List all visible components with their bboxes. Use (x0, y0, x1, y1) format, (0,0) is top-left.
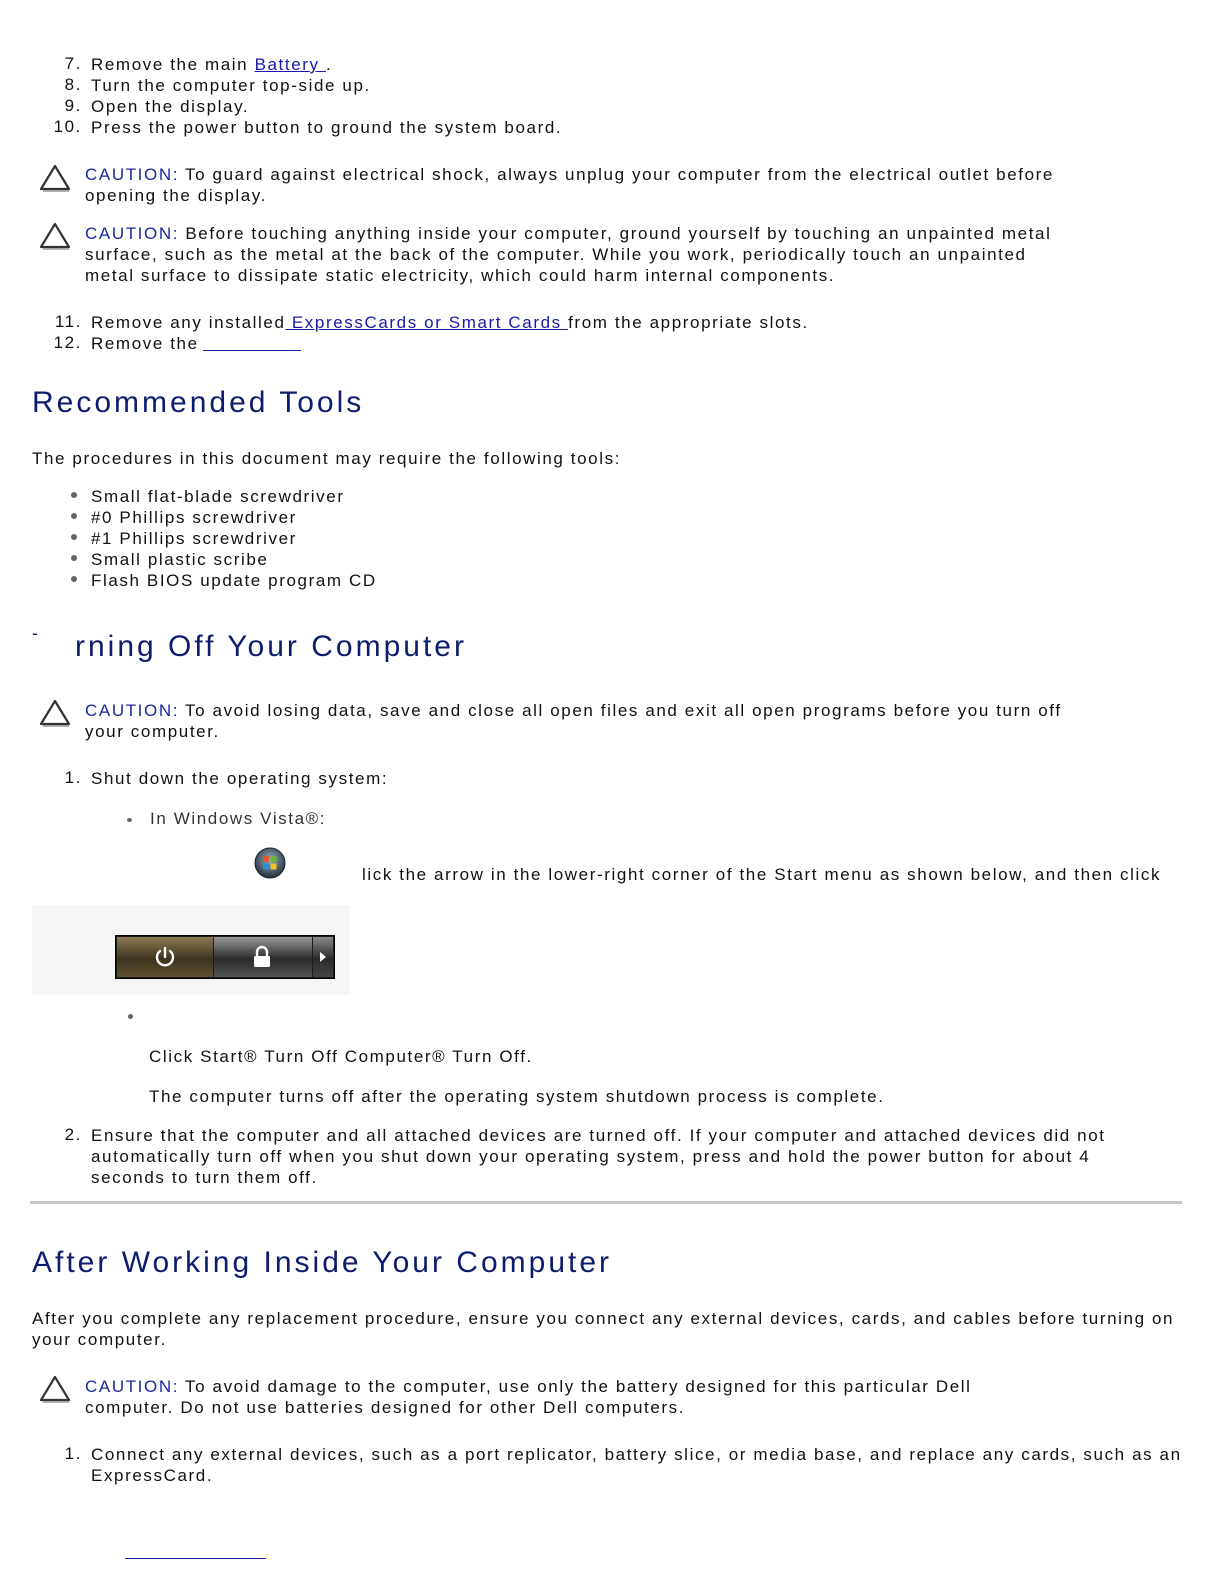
after-step-1: Connect any external devices, such as a port replicator, battery slice, or media base, and replace any cards, such as an (91, 1445, 1182, 1464)
step-number: 8. (64, 75, 82, 94)
empty-link[interactable] (203, 350, 301, 351)
bullet-icon (71, 492, 77, 498)
step-number: 1. (64, 768, 82, 787)
list-item: Small flat-blade screwdriver (91, 487, 345, 506)
lock-icon (252, 946, 272, 968)
caution-label: CAUTION: (85, 1377, 180, 1396)
vista-instruction: lick the arrow in the lower-right corner of the Start menu as shown below, and then click (362, 865, 1162, 884)
step-11: Remove any installed ExpressCards or Smart Cards from the appropriate slots. (91, 313, 809, 332)
step-number: 9. (64, 96, 82, 115)
power-icon (153, 945, 177, 969)
shutdown-step-2: Ensure that the computer and all attached devices are turned off. If your computer and attached devices did not (91, 1126, 1106, 1145)
caution-text: To avoid damage to the computer, use only the battery designed for this particular Dell (179, 1377, 972, 1396)
power-button[interactable] (117, 937, 213, 977)
battery-link[interactable]: Battery (254, 55, 326, 74)
bullet-icon (128, 1014, 133, 1019)
list-item: Small plastic scribe (91, 550, 269, 569)
caution-triangle-icon (39, 699, 71, 727)
caution-triangle-icon (39, 164, 71, 192)
caution-label: CAUTION: (85, 165, 180, 184)
vista-label-partial: In Windows Vista®: (150, 809, 327, 828)
list-item: #0 Phillips screwdriver (91, 508, 297, 527)
caution-triangle-icon (39, 222, 71, 250)
step-7: Remove the main Battery . (91, 55, 333, 74)
start-menu-button-strip (115, 935, 335, 979)
bullet-icon (71, 513, 77, 519)
bullet-icon (127, 818, 132, 822)
caution-text: To avoid losing data, save and close all open files and exit all open programs before you turn off (179, 701, 1062, 720)
bullet-icon (71, 534, 77, 540)
after-intro: After you complete any replacement procedure, ensure you connect any external devices, cards, and cables before turning on (32, 1309, 1175, 1328)
caution-label: CAUTION: (85, 224, 180, 243)
empty-link[interactable] (125, 1558, 266, 1559)
bullet-icon (71, 576, 77, 582)
start-menu-screenshot (32, 905, 350, 995)
caution-text: Before touching anything inside your computer, ground yourself by touching an unpainted metal (179, 224, 1052, 243)
tools-intro: The procedures in this document may require the following tools: (32, 449, 622, 468)
step-number: 2. (64, 1125, 82, 1144)
step-number: 10. (53, 117, 82, 136)
list-item: Flash BIOS update program CD (91, 571, 377, 590)
caution-text: your computer. (85, 722, 220, 741)
xp-instruction: Click Start® Turn Off Computer® Turn Off. (149, 1047, 533, 1066)
caution-triangle-icon (39, 1375, 71, 1403)
caution-text: opening the display. (85, 186, 267, 205)
bullet-icon (71, 555, 77, 561)
after-intro-cont: your computer. (32, 1330, 167, 1349)
caution-text: metal surface to dissipate static electricity, which could harm internal components. (85, 266, 836, 285)
shutdown-step-2-cont: automatically turn off when you shut down your operating system, press and hold the power button for about 4 (91, 1147, 1091, 1166)
windows-start-orb-icon (253, 846, 287, 880)
step-12: Remove the (91, 334, 199, 353)
expresscards-link[interactable]: ExpressCards or Smart Cards (285, 313, 569, 332)
caution-label: CAUTION: (85, 701, 180, 720)
section-heading-after-working: After Working Inside Your Computer (32, 1246, 613, 1279)
lock-button[interactable] (214, 937, 312, 977)
after-step-1-cont: ExpressCard. (91, 1466, 214, 1485)
shutdown-step-2-cont: seconds to turn them off. (91, 1168, 318, 1187)
step-8: Turn the computer top-side up. (91, 76, 371, 95)
step-10: Press the power button to ground the system board. (91, 118, 563, 137)
shutdown-note: The computer turns off after the operating system shutdown process is complete. (149, 1087, 885, 1106)
caution-text: To guard against electrical shock, always unplug your computer from the electrical outlet before (179, 165, 1054, 184)
step-number: 7. (64, 54, 82, 73)
arrow-right-icon (318, 951, 328, 963)
section-heading-recommended-tools: Recommended Tools (32, 386, 365, 419)
list-item: #1 Phillips screwdriver (91, 529, 297, 548)
section-divider (30, 1201, 1182, 1204)
step-number: 1. (64, 1444, 82, 1463)
shutdown-options-arrow-button[interactable] (313, 937, 333, 977)
heading-fragment: - (32, 623, 40, 643)
caution-text: surface, such as the metal at the back of the computer. While you work, periodically touch an unpainted (85, 245, 1027, 264)
caution-text: computer. Do not use batteries designed for other Dell computers. (85, 1398, 686, 1417)
section-heading-turning-off: rning Off Your Computer (75, 630, 467, 663)
step-9: Open the display. (91, 97, 250, 116)
step-number: 11. (54, 312, 82, 331)
shutdown-step-1: Shut down the operating system: (91, 769, 389, 788)
step-number: 12. (53, 333, 82, 352)
